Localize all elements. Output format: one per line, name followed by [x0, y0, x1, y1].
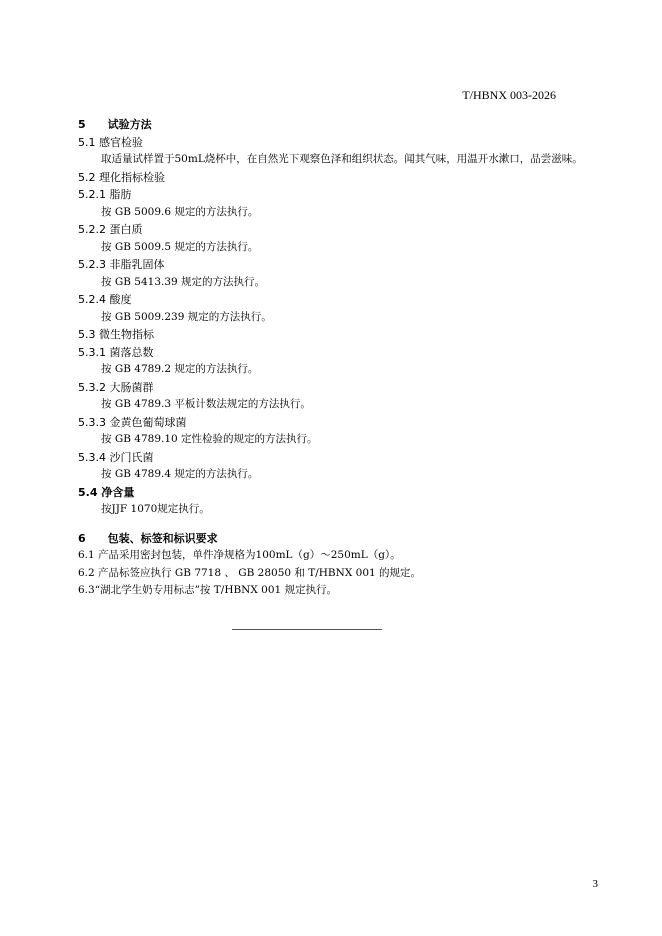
- section-6-number: 6: [78, 531, 86, 545]
- section-6-heading: [78, 530, 598, 548]
- section-5-3-1-title: 5.3.1 菌落总数: [78, 345, 154, 359]
- section-5-4-title: 5.4 净含量: [78, 485, 135, 499]
- page-content: [78, 116, 598, 600]
- section-5-2-4-text: 按 GB 5009.239 规定的方法执行。: [101, 310, 272, 323]
- section-5-number: 5: [78, 118, 86, 131]
- section-6-item: 6.2 产品标签应执行 GB 7718 、 GB 28050 和 T/HBNX 001 的规定。: [78, 566, 422, 579]
- section-5-2-2-text: 按 GB 5009.5 规定的方法执行。: [101, 240, 259, 253]
- section-6-item: 6.3“湖北学生奶专用标志”按 T/HBNX 001 规定执行。: [78, 584, 338, 596]
- section-5-3-title: 5.3 微生物指标: [78, 328, 154, 341]
- section-5-3-4-title: 5.3.4 沙门氏菌: [78, 450, 154, 464]
- section-5-1-text: 取适量试样置于50mL烧杯中，在自然光下观察色泽和组织状态。闻其气味，用温开水漱口，品尝滋味。: [101, 153, 583, 165]
- section-5-2-title: 5.2 理化指标检验: [78, 170, 165, 184]
- section-5-2-3-title: 5.2.3 非脂乳固体: [78, 258, 165, 271]
- section-5-title: 试验方法: [107, 118, 152, 131]
- section-5-3-2-title: 5.3.2 大肠菌群: [78, 380, 154, 394]
- section-5-4-text: 按JJF 1070规定执行。: [101, 503, 210, 515]
- document-id-header: T/HBNX 003-2026: [462, 88, 556, 102]
- section-gap: [78, 519, 598, 530]
- section-5-2-2-title: 5.2.2 蛋白质: [78, 223, 143, 236]
- section-5-3-3-title: 5.3.3 金黄色葡萄球菌: [78, 415, 187, 429]
- section-5-2-1-text: 按 GB 5009.6 规定的方法执行。: [101, 205, 259, 218]
- section-5-3-3-text: 按 GB 4789.10 定性检验的规定的方法执行。: [101, 433, 318, 445]
- section-5-3-4-text: 按 GB 4789.4 规定的方法执行。: [101, 468, 259, 480]
- section-5-2-3-text: 按 GB 5413.39 规定的方法执行。: [101, 275, 266, 288]
- section-5-3-1-text: 按 GB 4789.2 规定的方法执行。: [101, 363, 259, 375]
- section-5-1-title: 5.1 感官检验: [78, 135, 143, 149]
- page-number: 3: [592, 878, 598, 890]
- section-6-item: 6.1 产品采用密封包装，单件净规格为100mL（g）～250mL（g）。: [78, 549, 401, 561]
- section-5-2-1-title: 5.2.1 脂肪: [78, 188, 132, 201]
- end-rule: [232, 629, 382, 630]
- section-5-2-4-title: 5.2.4 酸度: [78, 293, 132, 306]
- section-6-title: 包装、标签和标识要求: [107, 531, 218, 545]
- section-5-3-2-text: 按 GB 4789.3 平板计数法规定的方法执行。: [101, 398, 311, 410]
- section-5-heading: [78, 116, 598, 134]
